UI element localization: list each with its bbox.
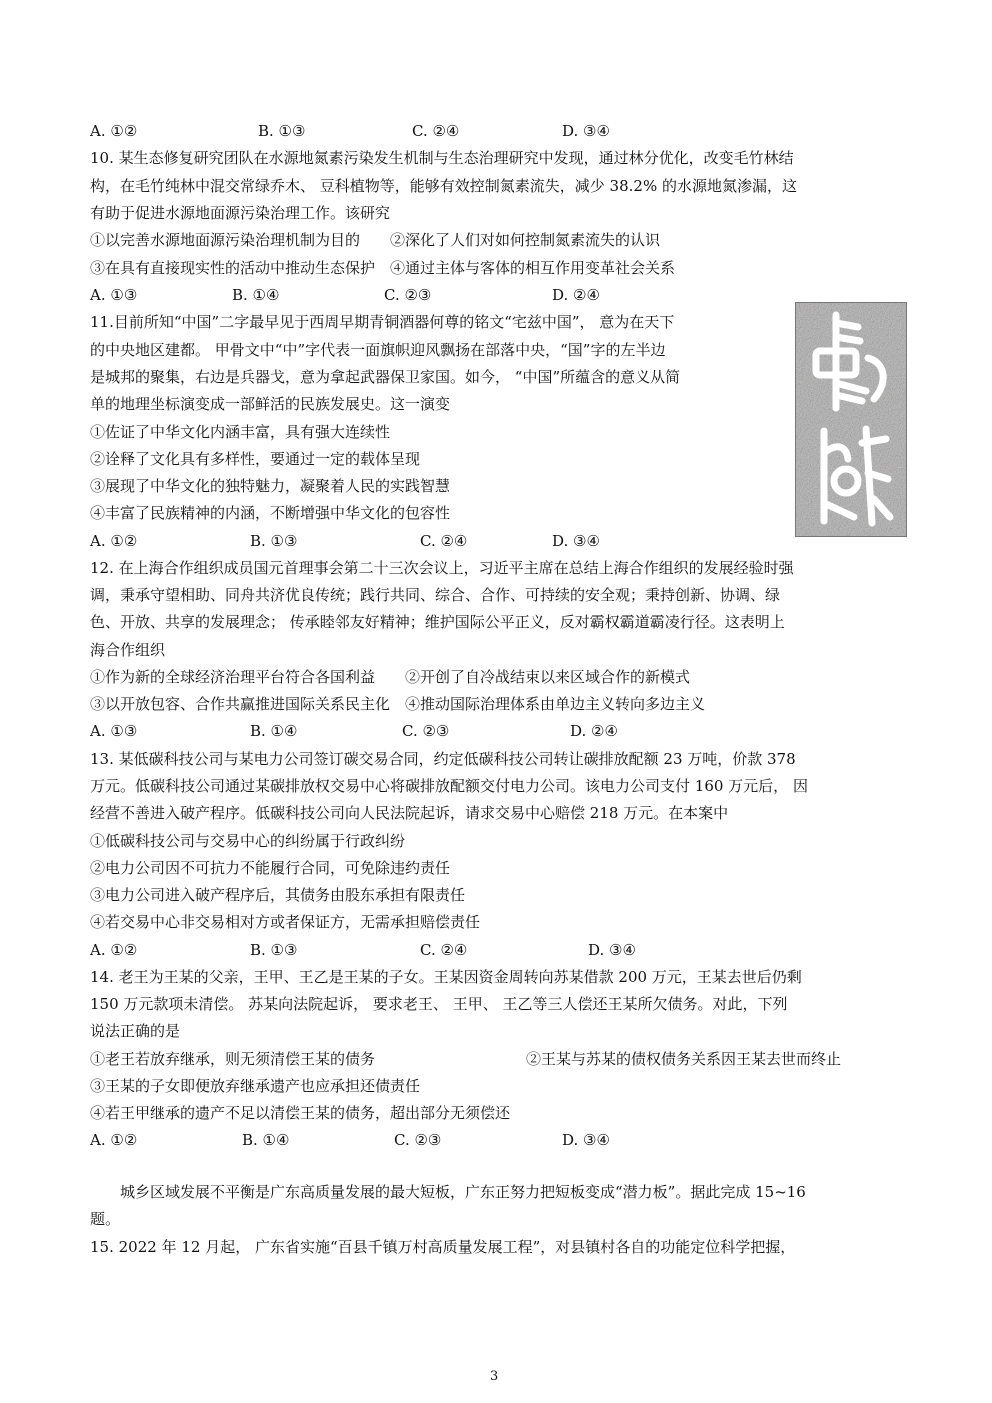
q12-item: ③以开放包容、合作共赢推进国际关系民主化 ④推动国际治理体系由单边主义转向多边主义 [90,695,706,713]
q10-option-b: B. ①④ [232,286,280,304]
q11-option-b: B. ①③ [250,532,298,550]
q11-item: ③展现了中华文化的独特魅力，凝聚着人民的实践智慧 [90,477,451,495]
q12-stem-line: 调，秉承守望相助、同舟共济优良传统；践行共同、综合、合作、可持续的安全观；秉持创新、协调、绿 [90,586,781,604]
material-intro-line: 题。 [90,1210,121,1228]
q11-stem-line: 11.目前所知“中国”二字最早见于西周早期青铜酒器何尊的铭文“宅兹中国”， 意为在天下 [90,313,675,331]
q10-stem-line: 有助于促进水源地面源污染治理工作。该研究 [90,204,391,222]
q11-item: ④丰富了民族精神的内涵，不断增强中华文化的包容性 [90,504,451,522]
q13-stem-line: 13. 某低碳科技公司与某电力公司签订碳交易合同，约定低碳科技公司转让碳排放配额 23 万吨，价款 378 [90,750,796,768]
q13-option-c: C. ②④ [420,941,468,959]
q11-stem-line: 是城邦的聚集，右边是兵器戈，意为拿起武器保卫家国。如今， “中国”所蕴含的意义从简 [90,368,681,386]
q10-option-a: A. ①③ [90,286,138,304]
q11-option-a: A. ①② [90,532,138,550]
q12-option-d: D. ②④ [570,722,618,740]
q9-option-c: C. ②④ [412,122,460,140]
q14-option-c: C. ②③ [394,1131,442,1149]
q13-option-a: A. ①② [90,941,138,959]
q15-stem-line: 15. 2022 年 12 月起， 广东省实施“百县千镇万村高质量发展工程”，对县镇村各自的功能定位科学把握， [90,1238,796,1256]
inscription-glyphs-icon [796,303,906,536]
q13-item: ②电力公司因不可抗力不能履行合同，可免除违约责任 [90,859,451,877]
q12-item: ①作为新的全球经济治理平台符合各国利益 ②开创了自冷战结束以来区域合作的新模式 [90,668,691,686]
q12-stem-line: 12. 在上海合作组织成员国元首理事会第二十三次会议上，习近平主席在总结上海合作组织的发展经验时强 [90,559,794,577]
q14-item: ②王某与苏某的债权债务关系因王某去世而终止 [526,1050,842,1068]
q10-item: ③在具有直接现实性的活动中推动生态保护 ④通过主体与客体的相互作用变革社会关系 [90,259,676,277]
q13-stem-line: 万元。低碳科技公司通过某碳排放权交易中心将碳排放配额交付电力公司。该电力公司支付 160 万元后， 因 [90,777,808,795]
q9-option-a: A. ①② [90,122,138,140]
q13-option-d: D. ③④ [588,941,636,959]
q13-stem-line: 经营不善进入破产程序。低碳科技公司向人民法院起诉，请求交易中心赔偿 218 万元。在本案中 [90,804,729,822]
q12-option-b: B. ①④ [250,722,298,740]
q9-option-b: B. ①③ [258,122,306,140]
q14-stem-line: 说法正确的是 [90,1022,181,1040]
q11-option-c: C. ②④ [420,532,468,550]
q11-stem-line: 单的地理坐标演变成一部鲜活的民族发展史。这一演变 [90,395,451,413]
q14-option-b: B. ①④ [242,1131,290,1149]
q14-stem-line: 150 万元款项未清偿。 苏某向法院起诉， 要求老王、 王甲、 王乙等三人偿还王某所欠债务。对此，下列 [90,995,788,1013]
q10-stem-line: 构，在毛竹纯林中混交常绿乔木、 豆科植物等，能够有效控制氮素流失，减少 38.2% 的水源地氮渗漏，这 [90,177,797,195]
q13-option-b: B. ①③ [250,941,298,959]
q10-option-d: D. ②④ [552,286,600,304]
q11-item: ①佐证了中华文化内涵丰富，具有强大连续性 [90,423,391,441]
bronze-inscription-rubbing-image [795,302,907,537]
q14-item: ①老王若放弃继承，则无须清偿王某的债务 [90,1050,376,1068]
q10-item: ①以完善水源地面源污染治理机制为目的 ②深化了人们对如何控制氮素流失的认识 [90,231,661,249]
q14-item: ④若王甲继承的遗产不足以清偿王某的债务，超出部分无须偿还 [90,1104,511,1122]
q12-option-c: C. ②③ [402,722,450,740]
q10-stem-line: 10. 某生态修复研究团队在水源地氮素污染发生机制与生态治理研究中发现，通过林分优化，改变毛竹林结 [90,149,794,167]
q10-option-c: C. ②③ [384,286,432,304]
q9-option-d: D. ③④ [562,122,610,140]
q14-option-d: D. ③④ [562,1131,610,1149]
q14-item: ③王某的子女即便放弃继承遗产也应承担还债责任 [90,1077,421,1095]
q11-item: ②诠释了文化具有多样性，要通过一定的载体呈现 [90,450,421,468]
q13-item: ④若交易中心非交易相对方或者保证方，无需承担赔偿责任 [90,913,481,931]
q14-option-a: A. ①② [90,1131,138,1149]
q12-option-a: A. ①③ [90,722,138,740]
q13-item: ①低碳科技公司与交易中心的纠纷属于行政纠纷 [90,832,406,850]
material-intro-line: 城乡区域发展不平衡是广东高质量发展的最大短板，广东正努力把短板变成“潜力板”。据此完成 15~16 [120,1183,806,1201]
q11-stem-line: 的中央地区建都。 甲骨文中“中”字代表一面旗帜迎风飘扬在部落中央，“国”字的左半边 [90,341,666,359]
q12-stem-line: 海合作组织 [90,641,166,659]
q11-option-d: D. ③④ [552,532,600,550]
q13-item: ③电力公司进入破产程序后，其债务由股东承担有限责任 [90,886,466,904]
q14-stem-line: 14. 老王为王某的父亲，王甲、王乙是王某的子女。王某因资金周转向苏某借款 200 万元，王某去世后仍剩 [90,968,802,986]
page-number: 3 [490,1369,499,1384]
q12-stem-line: 色、开放、共享的发展理念； 传承睦邻友好精神；维护国际公平正义，反对霸权霸道霸凌行径。这表明上 [90,613,785,631]
